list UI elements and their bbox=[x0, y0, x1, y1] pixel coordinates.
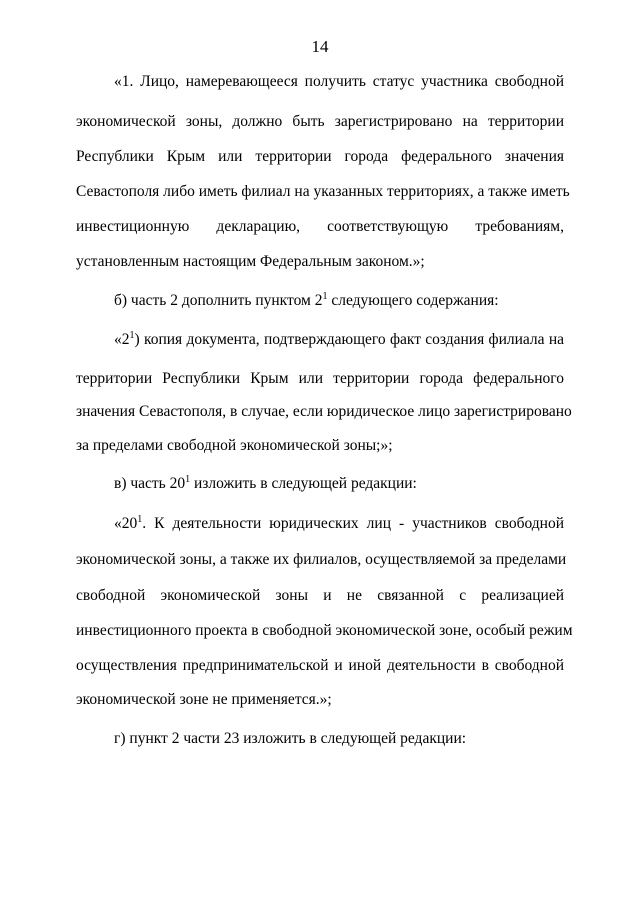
text-line bbox=[114, 514, 564, 534]
text-line: значения Севастополя, в случае, если юридическое лицо зарегистрировано bbox=[76, 403, 572, 420]
text-line: инвестиционного проекта в свободной экономической зоне, особый режим bbox=[76, 622, 573, 639]
text-line: установленным настоящим Федеральным законом.»; bbox=[76, 253, 425, 270]
text-line bbox=[114, 291, 564, 311]
text-line: г) пункт 2 части 23 изложить в следующей редакции: bbox=[114, 730, 467, 747]
text-line bbox=[114, 330, 564, 350]
text-segment: следующего содержания: bbox=[327, 292, 499, 309]
superscript: 1 bbox=[129, 330, 135, 341]
text-line: осуществления предпринимательской и иной деятельности в свободной bbox=[76, 657, 564, 674]
text-line bbox=[114, 474, 564, 494]
superscript: 1 bbox=[322, 291, 328, 302]
text-segment: «2 bbox=[114, 331, 130, 348]
superscript: 1 bbox=[185, 474, 191, 485]
text-line: «1. Лицо, намеревающееся получить статус участника свободной bbox=[114, 73, 564, 90]
text-line: территории Республики Крым или территории города федерального bbox=[76, 370, 564, 387]
text-segment: ) копия документа, подтверждающего факт создания филиала на bbox=[134, 331, 564, 348]
text-segment: б) часть 2 дополнить пунктом 2 bbox=[114, 292, 323, 309]
superscript: 1 bbox=[137, 514, 143, 525]
page-number: 14 bbox=[311, 37, 329, 56]
text-segment: изложить в следующей редакции: bbox=[190, 475, 417, 492]
text-segment: «20 bbox=[114, 515, 138, 532]
text-line: экономической зоне не применяется.»; bbox=[76, 691, 332, 708]
text-line: экономической зоны, а также их филиалов, осуществляемой за пределами bbox=[76, 551, 567, 568]
text-line: Севастополя либо иметь филиал на указанных территориях, а также иметь bbox=[76, 183, 570, 200]
text-line: за пределами свободной экономической зоны;»; bbox=[76, 437, 393, 454]
text-segment: в) часть 20 bbox=[114, 475, 186, 492]
text-line: свободной экономической зоны и не связанной с реализацией bbox=[76, 587, 564, 604]
text-line: Республики Крым или территории города федерального значения bbox=[76, 148, 564, 165]
text-segment: . К деятельности юридических лиц - участников свободной bbox=[142, 515, 564, 532]
text-line: экономической зоны, должно быть зарегистрировано на территории bbox=[76, 113, 564, 130]
text-line: инвестиционную декларацию, соответствующую требованиям, bbox=[76, 218, 564, 235]
